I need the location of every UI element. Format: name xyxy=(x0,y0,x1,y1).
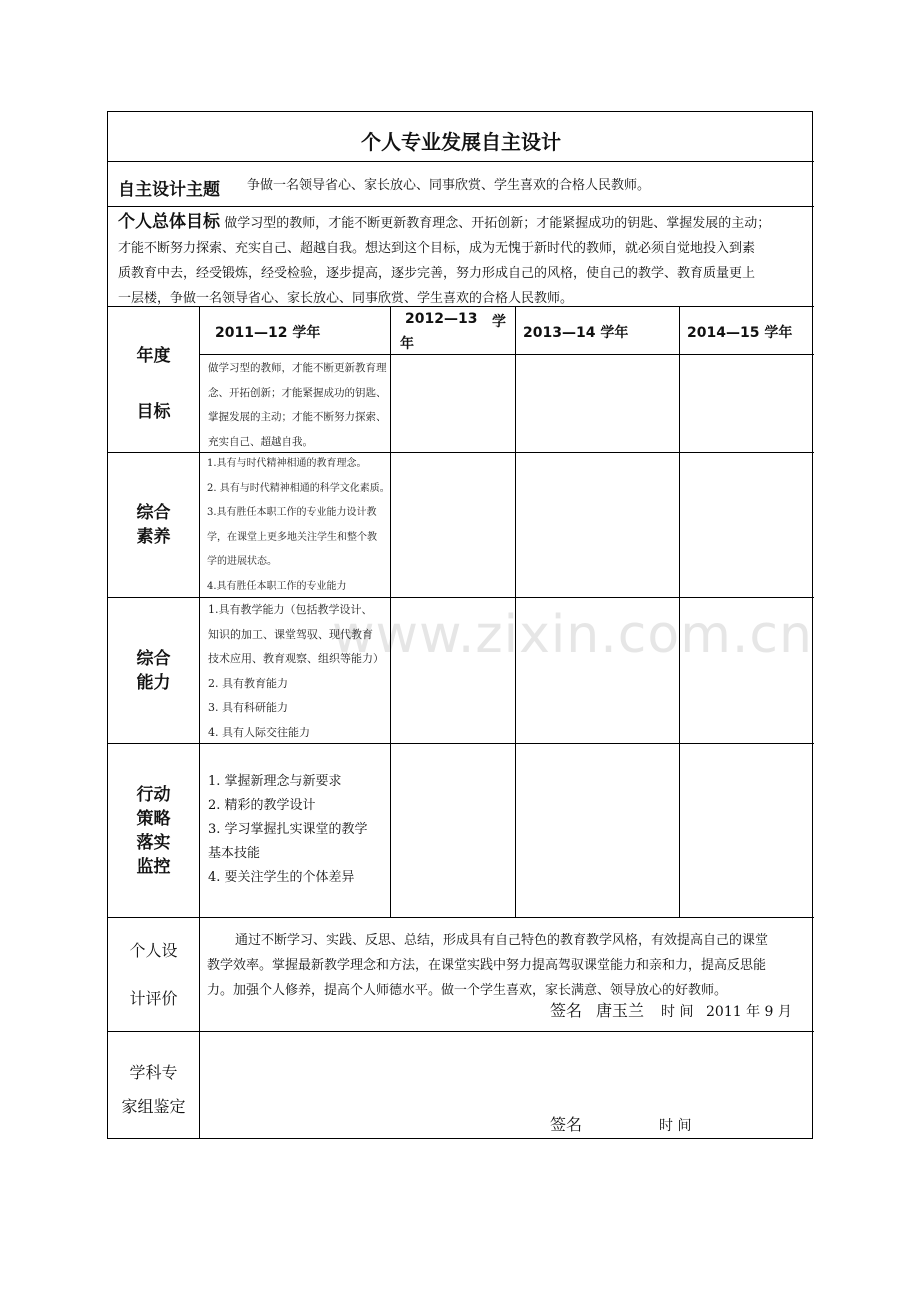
cell-line: 2. 精彩的教学设计 xyxy=(208,798,316,813)
cell-line: 掌握发展的主动；才能不断努力探索、 xyxy=(208,411,387,423)
cell-line: 念、开拓创新；才能紧握成功的钥匙、 xyxy=(208,386,387,399)
cell-line: 学，在课堂上更多地关注学生和整个教 xyxy=(207,531,377,543)
cell-line: 做学习型的教师，才能不断更新教育理 xyxy=(208,362,387,374)
cell-line: 3.具有胜任本职工作的专业能力设计教 xyxy=(207,507,377,518)
cell-line: 充实自己、超越自我。 xyxy=(208,435,313,448)
row-label-action xyxy=(108,783,199,879)
cell-line: 2. 具有与时代精神相通的科学文化素质。 xyxy=(207,482,390,494)
action-cell xyxy=(208,770,388,890)
row-label-line: 行动 xyxy=(136,785,171,805)
row-label-line: 家组鉴定 xyxy=(121,1097,186,1116)
rule xyxy=(679,306,680,917)
year-header-2014: 2014—15 学年 xyxy=(687,325,793,341)
row-label-line: 监控 xyxy=(136,857,171,877)
page-title: 个人专业发展自主设计 xyxy=(361,130,561,154)
cell-line: 学的进展状态。 xyxy=(207,556,277,567)
evaluation-line: 教学效率。掌握最新教学理念和方法，在课堂实践中努力提高驾驭课堂能力和亲和力，提高反思能 xyxy=(207,958,767,973)
row-label-line: 综合 xyxy=(136,503,171,523)
evaluation-line: 力。加强个人修养，提高个人师德水平。做一个学生喜欢，家长满意、领导放心的好教师。 xyxy=(207,983,728,998)
rule xyxy=(199,306,200,1139)
row-label-ability xyxy=(108,647,199,695)
overall-goal-label: 个人总体目标 xyxy=(118,212,220,232)
ability-cell xyxy=(208,598,393,745)
cell-line: 1.具有教学能力（包括教学设计、 xyxy=(208,603,373,616)
year-header-2012-part: 学 xyxy=(492,314,506,330)
literacy-cell xyxy=(207,452,395,599)
row-label-year-goal xyxy=(108,344,199,424)
row-label-line: 素养 xyxy=(136,527,171,547)
design-table xyxy=(107,111,813,1139)
row-label-line: 计评价 xyxy=(129,989,178,1008)
evaluation-sign-label: 签名 xyxy=(550,1001,583,1020)
row-label-line: 能力 xyxy=(136,673,171,693)
cell-line: 3. 学习掌握扎实课堂的教学 xyxy=(208,822,368,837)
row-label-line: 综合 xyxy=(136,649,171,669)
evaluation-time-value: 2011 年 9 月 xyxy=(706,1004,792,1020)
evaluation-signer: 唐玉兰 xyxy=(596,1001,645,1020)
theme-label: 自主设计主题 xyxy=(118,180,220,200)
expert-time-label: 时 间 xyxy=(659,1118,692,1134)
overall-goal-line: 做学习型的教师，才能不断更新教育理念、开拓创新；才能紧握成功的钥匙、掌握发展的主动； xyxy=(224,216,771,231)
cell-line: 2. 具有教育能力 xyxy=(208,676,288,690)
cell-line: 知识的加工、课堂驾驭、现代教育 xyxy=(208,627,373,641)
cell-line: 技术应用、教育观察、组织等能力） xyxy=(208,652,384,665)
row-label-line: 策略 xyxy=(136,809,171,829)
cell-line: 4. 具有人际交往能力 xyxy=(208,725,310,739)
expert-sign-label: 签名 xyxy=(550,1115,583,1134)
year-header-2012: 2012—13 xyxy=(405,311,478,327)
row-label-line: 年度 xyxy=(136,346,171,366)
year-header-2012-part: 年 xyxy=(400,336,414,352)
evaluation-line: 通过不断学习、实践、反思、总结，形成具有自己特色的教育教学风格，有效提高自己的课堂 xyxy=(235,933,769,948)
overall-goal xyxy=(118,210,810,311)
cell-line: 基本技能 xyxy=(208,846,261,861)
rule xyxy=(108,161,814,162)
cell-line: 1.具有与时代精神相通的教育理念。 xyxy=(207,458,367,469)
year-header-2013: 2013—14 学年 xyxy=(523,325,629,341)
row-label-line: 落实 xyxy=(136,833,171,853)
row-label-line: 学科专 xyxy=(129,1063,178,1082)
row-label-expert xyxy=(108,1056,199,1124)
evaluation-text xyxy=(207,928,812,1003)
rule xyxy=(108,206,814,207)
watermark: www.zixin.com.cn xyxy=(332,605,813,665)
rule xyxy=(108,1031,814,1032)
cell-line: 1. 掌握新理念与新要求 xyxy=(208,774,342,789)
year-goal-cell xyxy=(208,356,393,454)
cell-line: 4.具有胜任本职工作的专业能力 xyxy=(207,580,347,592)
cell-line: 3. 具有科研能力 xyxy=(208,701,288,714)
row-label-line: 目标 xyxy=(136,402,171,422)
evaluation-time-label: 时 间 xyxy=(661,1004,694,1020)
row-label-evaluation xyxy=(108,939,199,1011)
year-header-2011: 2011—12 学年 xyxy=(215,325,321,341)
row-label-literacy xyxy=(108,501,199,549)
overall-goal-line: 才能不断努力探索、充实自己、超越自我。想达到这个目标，成为无愧于新时代的教师，就必须自觉地投入到素 xyxy=(118,241,756,256)
overall-goal-line: 质教育中去，经受锻炼，经受检验，逐步提高，逐步完善，努力形成自己的风格，使自己的教学、教育质量更上 xyxy=(118,266,756,281)
overall-goal-line: 一层楼，争做一名领导省心、家长放心、同事欣赏、学生喜欢的合格人民教师。 xyxy=(118,291,574,306)
rule xyxy=(108,917,814,918)
rule xyxy=(200,354,814,355)
rule xyxy=(515,306,516,917)
theme-text: 争做一名领导省心、家长放心、同事欣赏、学生喜欢的合格人民教师。 xyxy=(247,178,651,193)
row-label-line: 个人设 xyxy=(129,941,178,960)
cell-line: 4. 要关注学生的个体差异 xyxy=(208,870,355,885)
